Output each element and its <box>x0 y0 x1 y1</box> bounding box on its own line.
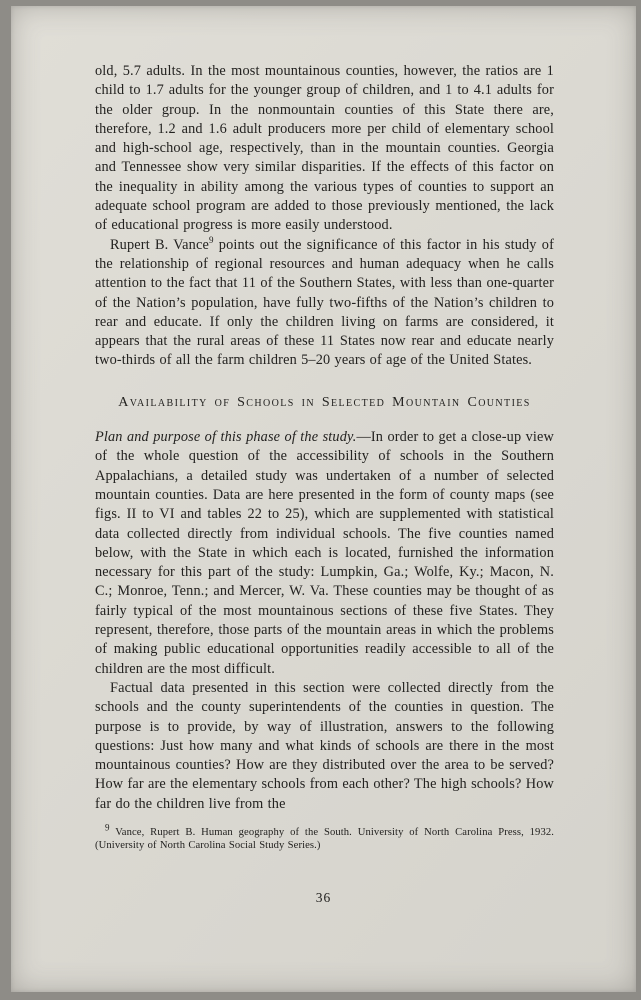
paragraph-vance <box>95 236 554 371</box>
section-heading: Availability of Schools in Selected Mountain Counties <box>118 394 531 410</box>
paragraph-vance-continued: points out the significance of this factor in his study of the relationship of regional resources and human adequacy when he calls attention to the fact that 11 of the Southern States, with less than one-quarter of the Nation’s population, have fully two-fifths of the Nation’s children to rear and educate. If only the children living on farms are considered, it appears that the rural areas of these 11 States now rear and educate nearly two-thirds of all the farm children 5–20 years of age of the United States. <box>95 236 554 369</box>
page-number: 36 <box>315 890 332 905</box>
paragraph-plan-purpose <box>95 428 554 679</box>
paragraph-factual-data: Factual data presented in this section were collected directly from the schools and the county superintendents of the counties in question. The purpose is to provide, by way of illustration, answers to the following questions: Just how many and what kinds of schools are there in the most mountainous counties? How are they distributed over the area to be served? How far are the elementary schools from each other? The high schools? How far do the children live from the <box>95 679 554 812</box>
footnote-marker: 9 <box>105 822 110 833</box>
paragraph-continuation: old, 5.7 adults. In the most mountainous counties, however, the ratios are 1 child to 1.7 adults for the younger group of children, and 1 to 4.1 adults for the older group. In the nonmountain counties of this State there are, therefore, 1.2 and 1.6 adult producers more per child of elementary school and high-school age, respectively, than in the mountain counties. Georgia and Tennessee show very similar disparities. If the effects of this factor on the inequality in ability among the various types of counties to support an adequate school program are added to those previously mentioned, the lack of educational progress is more easily understood. <box>95 63 554 234</box>
text-block <box>95 62 554 852</box>
footnote <box>95 822 554 852</box>
paragraph-vance-text: Rupert B. Vance <box>110 236 209 253</box>
footnote-text: Vance, Rupert B. Human geography of the South. University of North Carolina Press, 1932. (University of North Carolina Social Study Series.) <box>95 826 554 852</box>
footnote-reference: 9 <box>208 234 214 245</box>
paragraph-plan-purpose-rest: —In order to get a close-up view of the whole question of the accessibility of schools in the Southern Appalachians, a detailed study was undertaken of a number of selected mountain counties. Data are here presented in the form of county maps (see figs. II to VI and tables 22 to 25), which are supplemented with statistical data collected directly from individual schools. The five counties named below, with the State in which each is located, furnished the information necessary for this part of the study: Lumpkin, Ga.; Wolfe, Ky.; Macon, N. C.; Monroe, Tenn.; and Mercer, W. Va. These counties may be thought of as fairly typical of the most mountainous sections of these five States. They represent, therefore, those parts of the mountain areas in which the problems of making public educational opportunities readily accessible to all of the children are the most difficult. <box>95 429 554 677</box>
paragraph-lead-italic: Plan and purpose of this phase of the study. <box>95 429 357 446</box>
scanned-book-page <box>11 6 636 992</box>
